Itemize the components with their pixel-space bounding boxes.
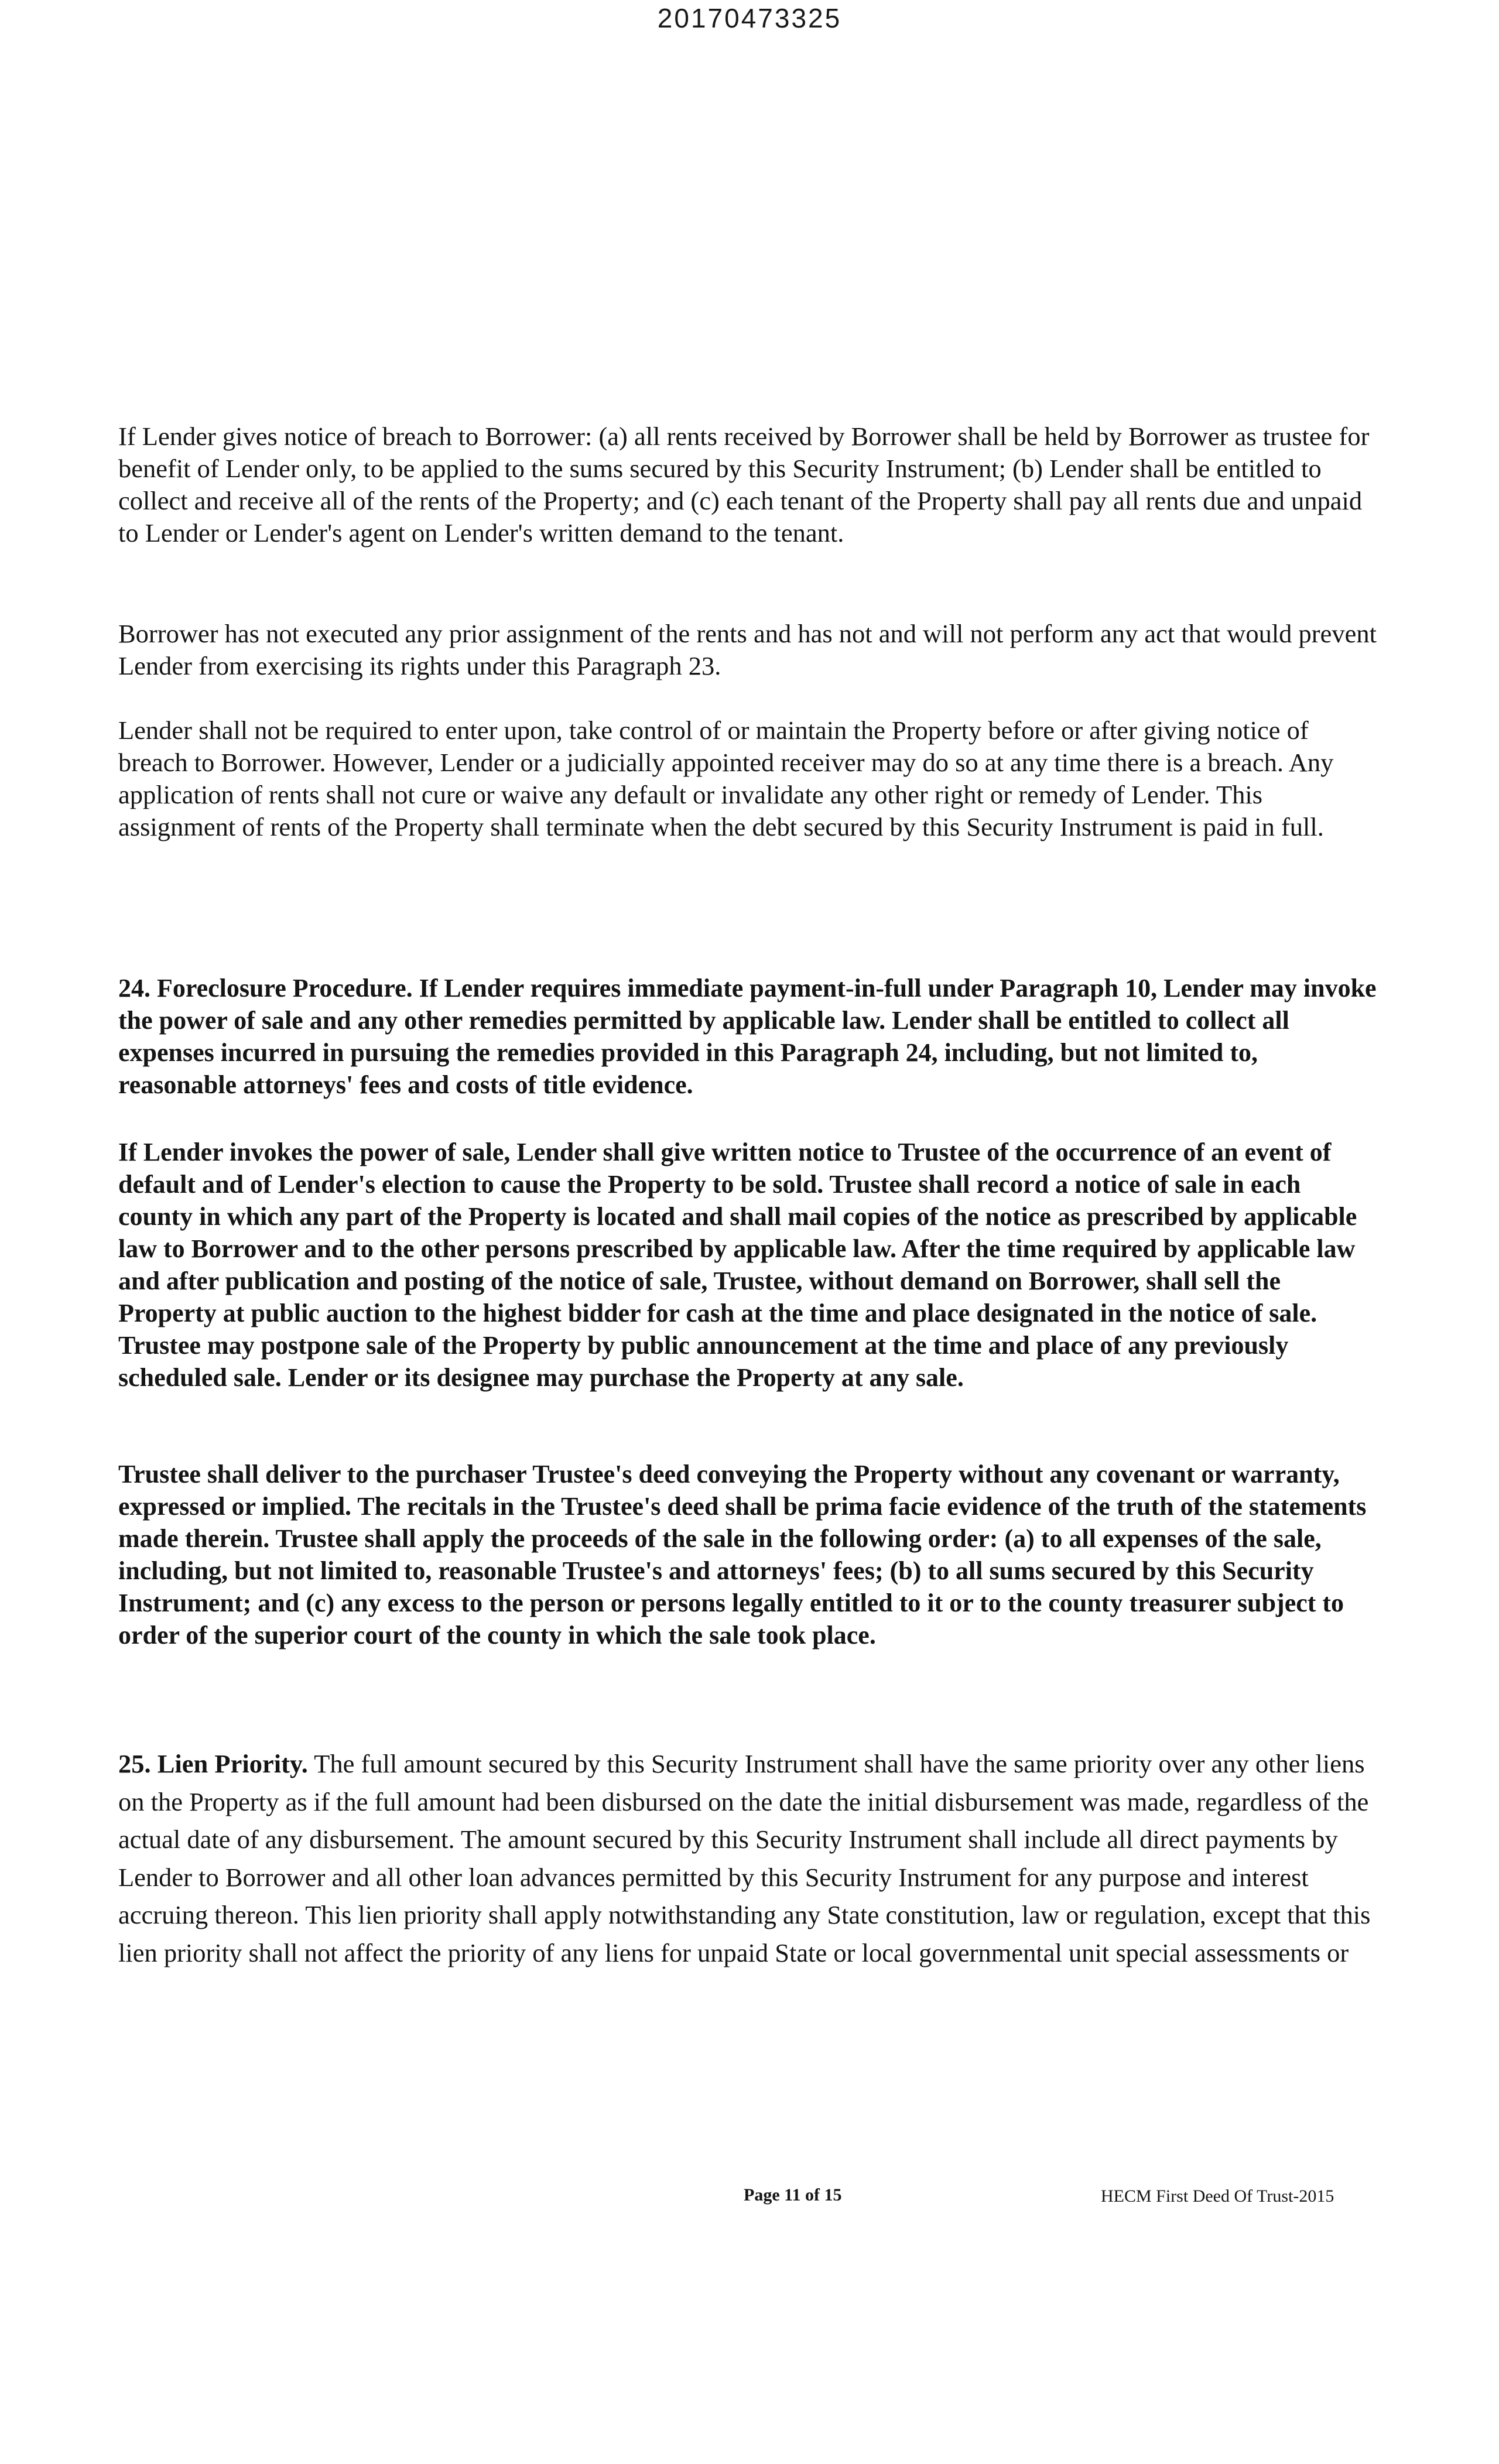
page-number: Page 11 of 15 <box>744 2185 842 2205</box>
section-25-paragraph <box>118 1745 1377 1972</box>
prior-assignment-paragraph: Borrower has not executed any prior assignment of the rents and has not and will not perform any act that would prevent Lender from exercising its rights under this Paragraph 23. <box>118 619 1377 680</box>
power-of-sale-paragraph: If Lender invokes the power of sale, Lender shall give written notice to Trustee of the occurrence of an event of default and of Lender's election to cause the Property to be sold. Trustee shall record a notice of sale in each county in which any part of the Property is located and shall mail copies of the notice as prescribed by applicable law to Borrower and to the other persons prescribed by applicable law. After the time required by applicable law and after publication and posting of the notice of sale, Trustee, without demand on Borrower, shall sell the Property at public auction to the highest bidder for cash at the time and place designated in the notice of sale. Trustee may postpone sale of the Property by public announcement at the time and place of any previously scheduled sale. Lender or its designee may purchase the Property at any sale. <box>118 1138 1357 1392</box>
recording-number: 20170473325 <box>657 3 842 33</box>
section-24-intro-paragraph <box>118 972 1377 1101</box>
section-24-heading: 24. Foreclosure Procedure. <box>118 974 413 1002</box>
trustee-deed-paragraph: Trustee shall deliver to the purchaser Trustee's deed conveying the Property without any covenant or warranty, expressed or implied. The recitals in the Trustee's deed shall be prima facie evidence of the truth of the statements made therein. Trustee shall apply the proceeds of the sale in the following order: (a) to all expenses of the sale, including, but not limited to, reasonable Trustee's and attorneys' fees; (b) to all sums secured by this Security Instrument; and (c) any excess to the person or persons legally entitled to it or to the county treasurer subject to order of the superior court of the county in which the sale took place. <box>118 1460 1367 1649</box>
rents-notice-paragraph: If Lender gives notice of breach to Borrower: (a) all rents received by Borrower shall be held by Borrower as trustee for benefit of Lender only, to be applied to the sums secured by this Security Instrument; (b) Lender shall be entitled to collect and receive all of the rents of the Property; and (c) each tenant of the Property shall pay all rents due and unpaid to Lender or Lender's agent on Lender's written demand to the tenant. <box>118 422 1370 547</box>
section-25-heading: 25. Lien Priority. <box>118 1749 308 1778</box>
section-25-text: The full amount secured by this Security Instrument shall have the same priority over any other liens on the Property as if the full amount had been disbursed on the date the initial disbursement was made, regardless of the actual date of any disbursement. The amount secured by this Security Instrument shall include all direct payments by Lender to Borrower and all other loan advances permitted by this Security Instrument for any purpose and interest accruing thereon. This lien priority shall apply notwithstanding any State constitution, law or regulation, except that this lien priority shall not affect the priority of any liens for unpaid State or local governmental unit special assessments or <box>118 1749 1371 1967</box>
control-of-property-paragraph: Lender shall not be required to enter upon, take control of or maintain the Property before or after giving notice of breach to Borrower. However, Lender or a judicially appointed receiver may do so at any time there is a breach. Any application of rents shall not cure or waive any default or invalidate any other right or remedy of Lender. This assignment of rents of the Property shall terminate when the debt secured by this Security Instrument is paid in full. <box>118 716 1334 841</box>
form-name: HECM First Deed Of Trust-2015 <box>1101 2186 1334 2206</box>
section-24-intro-text: If Lender requires immediate payment-in-full under Paragraph 10, Lender may invoke the power of sale and any other remedies permitted by applicable law. Lender shall be entitled to collect all expenses incurred in pursuing the remedies provided in this Paragraph 24, including, but not limited to, reasonable attorneys' fees and costs of title evidence. <box>118 974 1377 1099</box>
